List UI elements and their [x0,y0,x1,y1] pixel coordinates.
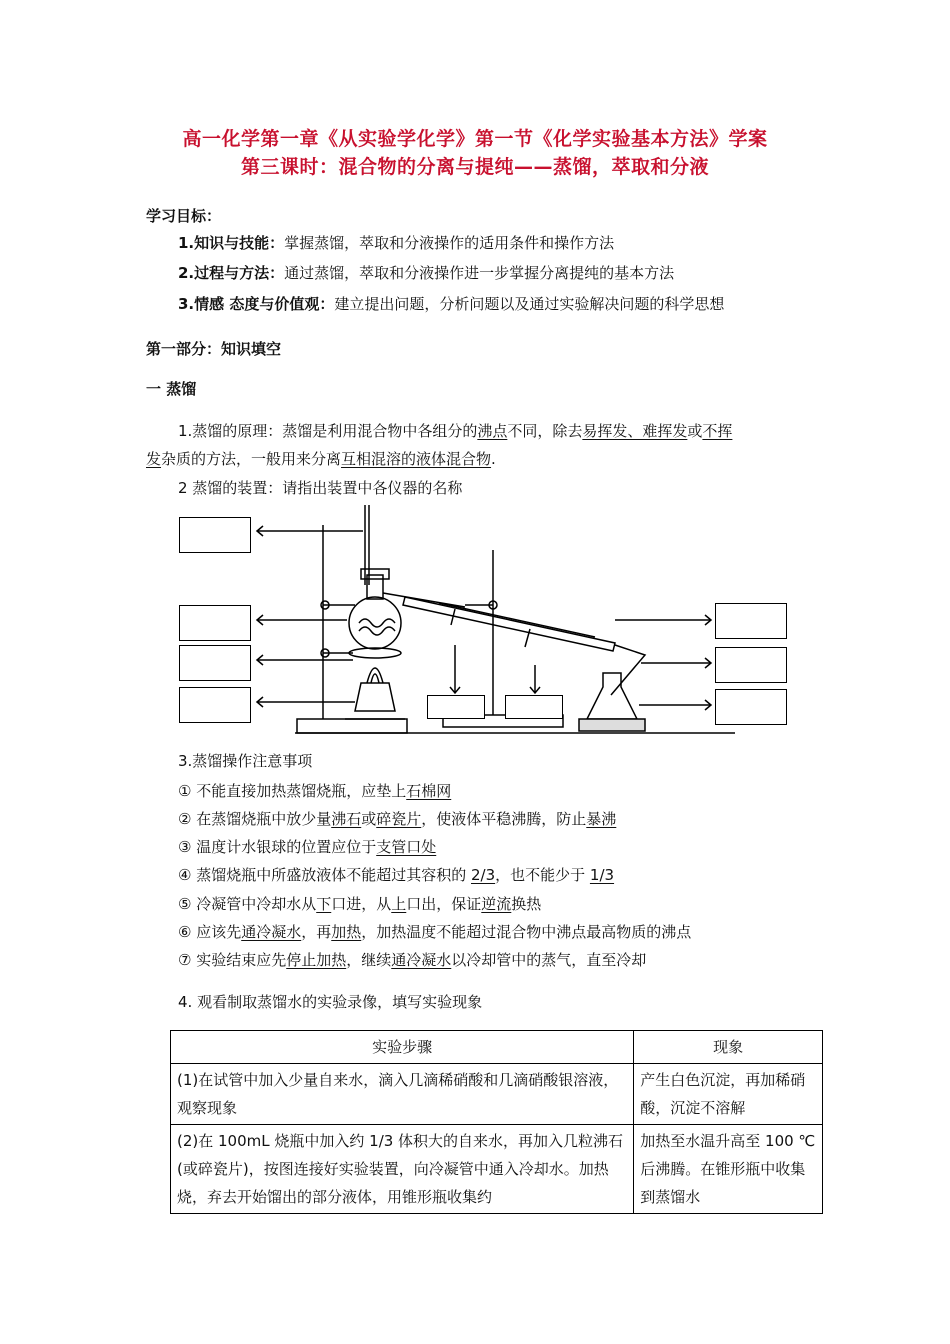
principle-answer: 发 [146,450,162,468]
distillation-apparatus-diagram [175,505,795,745]
principle-line-1 [178,420,732,441]
note-answer: 沸石 [331,810,362,828]
alcohol-lamp [355,683,395,711]
note-answer: 下 [316,895,332,913]
table-header: 实验步骤 [171,1031,634,1064]
label-box-condenser[interactable] [715,603,787,639]
table-row [171,1125,823,1214]
table-cell-result: 加热至水温升高至 100 ℃后沸腾。在锥形瓶中收集到蒸馏水 [634,1125,823,1214]
distillation-flask [349,597,401,649]
objective-text: 建立提出问题，分析问题以及通过实验解决问题的科学思想 [334,295,725,313]
principle-text: . [491,450,496,468]
note-text: ⑥ 应该先 [178,923,242,941]
note-answer: 石棉网 [406,782,452,800]
flask-side-arm [383,593,465,607]
note-text: 换热 [511,895,542,913]
principle-text: 或 [687,422,703,440]
objective-text: 通过蒸馏，萃取和分液操作进一步掌握分离提纯的基本方法 [284,264,675,282]
objective-item [178,293,724,314]
apparatus-drawing [175,505,795,745]
note-item [178,780,451,801]
note-item [178,808,616,829]
objective-label: 1.知识与技能： [178,234,285,252]
iron-stand-base [297,719,407,733]
principle-answer: 沸点 [477,422,508,440]
note-item [178,893,541,914]
label-box-conical-flask[interactable] [715,689,787,725]
table-cell-result: 产生白色沉淀，再加稀硝酸，沉淀不溶解 [634,1064,823,1125]
section-heading: 一 蒸馏 [146,380,197,398]
flask-stand [579,719,645,731]
note-text: 以冷却管中的蒸气，直至冷却 [451,951,647,969]
note-answer: 加热 [331,923,362,941]
note-item [178,836,436,857]
label-box-adapter[interactable] [715,647,787,683]
document-title: 高一化学第一章《从实验学化学》第一节《化学实验基本方法》学案 [182,128,768,150]
note-text: ，加热温度不能超过混合物中沸点最高物质的沸点 [361,923,692,941]
apparatus-prompt: 2 蒸馏的装置：请指出装置中各仪器的名称 [178,479,463,497]
label-box-ring[interactable] [179,645,251,681]
experiment-table [170,1030,823,1214]
note-answer: 通冷凝水 [241,923,302,941]
principle-line-2 [146,448,496,469]
table-cell-step: (1)在试管中加入少量自来水，滴入几滴稀硝酸和几滴硝酸银溶液，观察现象 [171,1064,634,1125]
note-answer: 1/3 [589,866,615,884]
note-answer: 2/3 [471,866,496,884]
label-box-flask[interactable] [179,605,251,641]
note-text: 口出，保证 [406,895,482,913]
conical-flask [587,673,637,719]
note-answer: 暴沸 [586,810,617,828]
notes-heading: 3.蒸馏操作注意事项 [178,752,313,770]
note-answer: 上 [391,895,407,913]
table-header-row [171,1031,823,1064]
note-answer: 支管口处 [376,838,437,856]
note-answer: 通冷凝水 [391,951,452,969]
label-box-lamp[interactable] [179,687,251,723]
note-text: 口进，从 [331,895,392,913]
adapter [611,645,645,695]
objective-item [178,232,614,253]
note-text: ③ 温度计水银球的位置应位于 [178,838,377,856]
part-heading: 第一部分：知识填空 [146,340,282,358]
note-item [178,921,691,942]
label-box-inlet[interactable] [505,695,563,719]
objective-item [178,262,674,283]
note-item [178,949,646,970]
principle-text: 杂质的方法，一般用来分离 [161,450,342,468]
note-text: 或 [361,810,377,828]
note-text: ② 在蒸馏烧瓶中放少量 [178,810,332,828]
principle-text: 1.蒸馏的原理：蒸馏是利用混合物中各组分的 [178,422,478,440]
note-text: ⑦ 实验结束应先 [178,951,287,969]
note-answer: 停止加热 [286,951,347,969]
objective-text: 掌握蒸馏，萃取和分液操作的适用条件和操作方法 [284,234,615,252]
objective-label: 3.情感 态度与价值观： [178,295,335,313]
objective-label: 2.过程与方法： [178,264,285,282]
note-text: ，再 [301,923,332,941]
table-row [171,1064,823,1125]
principle-answer: 易挥发、难挥发 [582,422,688,440]
table-cell-step: (2)在 100mL 烧瓶中加入约 1/3 体积大的自来水，再加入几粒沸石(或碎瓷片)，按图连接好实验装置，向冷凝管中通入冷却水。加热烧，弃去开始馏出的部分液体，用锥形瓶收集约 [171,1125,634,1214]
note-text: ，继续 [346,951,392,969]
item4-prompt: 4. 观看制取蒸馏水的实验录像，填写实验现象 [178,993,483,1011]
note-answer: 逆流 [481,895,512,913]
table-header: 现象 [634,1031,823,1064]
note-text: ⑤ 冷凝管中冷却水从 [178,895,317,913]
principle-text: 不同，除去 [507,422,583,440]
document-subtitle: 第三课时：混合物的分离与提纯——蒸馏，萃取和分液 [240,156,709,178]
note-text: ，使液体平稳沸腾，防止 [421,810,587,828]
condenser-outer [403,597,615,651]
principle-answer: 互相混溶的液体混合物 [341,450,492,468]
note-text: ④ 蒸馏烧瓶中所盛放液体不能超过其容积的 [178,866,471,884]
principle-answer: 不挥 [702,422,733,440]
label-box-outlet[interactable] [427,695,485,719]
note-item [178,864,614,885]
objectives-heading: 学习目标： [146,207,222,225]
note-text: ，也不能少于 [495,866,590,884]
note-answer: 碎瓷片 [376,810,422,828]
note-text: ① 不能直接加热蒸馏烧瓶，应垫上 [178,782,407,800]
label-box-thermometer[interactable] [179,517,251,553]
